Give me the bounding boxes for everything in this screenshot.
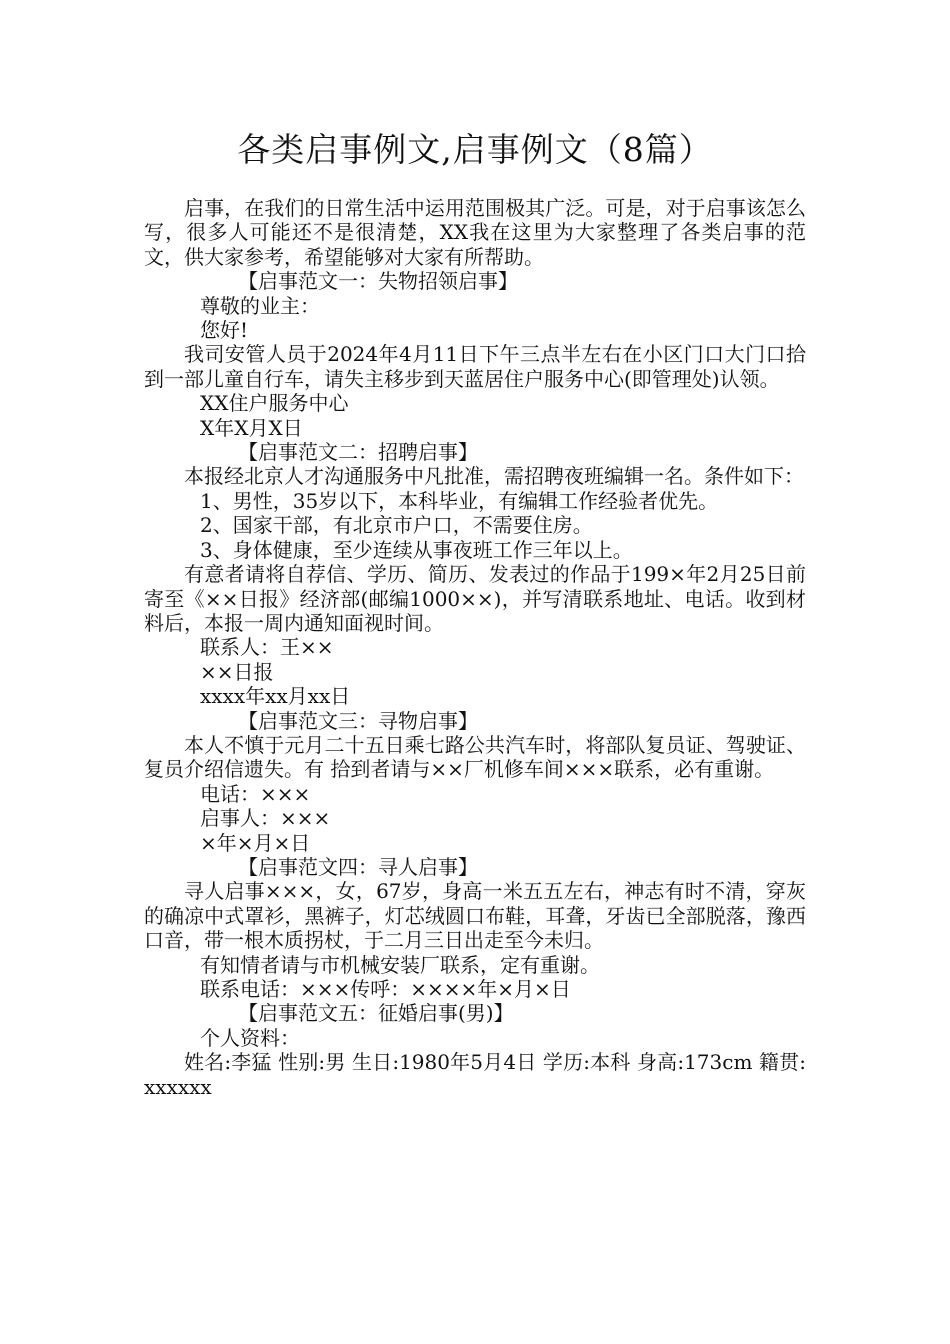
text-line: ××日报: [200, 659, 274, 684]
paragraph: 本人不慎于元月二十五日乘七路公共汽车时，将部队复员证、驾驶证、复员介绍信遗失。有 拾到者请与××厂机修车间×××联系，必有重谢。: [144, 732, 806, 782]
text-line: 联系人：王××: [200, 635, 334, 660]
section-heading: 【启事范文五：征婚启事(男)】: [238, 1001, 514, 1026]
paragraph: 本报经北京人才沟通服务中凡批准，需招聘夜班编辑一名。条件如下：: [184, 464, 804, 489]
text-line: XX住户服务中心: [200, 391, 349, 416]
document-body: [144, 196, 806, 1099]
text-line: 启事人：×××: [200, 806, 331, 831]
text-line: X年X月X日: [200, 415, 303, 440]
paragraph: 有意者请将自荐信、学历、简历、发表过的作品于199×年2月25日前寄至《××日报》经济部(邮编1000××)，并写清联系地址、电话。收到材料后，本报一周内通知面视时间。: [144, 562, 806, 635]
text-line: 电话：×××: [200, 781, 311, 806]
text-line: 有知情者请与市机械安装厂联系，定有重谢。: [200, 952, 600, 977]
paragraph: 我司安管人员于2024年4月11日下午三点半左右在小区门口大门口拾到一部儿童自行车，请失主移步到天蓝居住户服务中心(即管理处)认领。: [144, 342, 806, 391]
text-line: 联系电话：×××传呼：××××年×月×日: [200, 977, 571, 1001]
section-heading: 【启事范文一：失物招领启事】: [238, 269, 518, 294]
text-line: 尊敬的业主：: [200, 293, 320, 318]
text-line: ×年×月×日: [200, 830, 311, 855]
text-line: 1、男性，35岁以下，本科毕业，有编辑工作经验者优先。: [200, 488, 719, 513]
text-line: 您好!: [200, 318, 249, 343]
text-line: 3、身体健康，至少连续从事夜班工作三年以上。: [200, 537, 633, 562]
paragraph: 寻人启事×××，女，67岁，身高一米五五左右，神志有时不清，穿灰的确凉中式罩衫，黑裤子，灯芯绒圆口布鞋，耳聋，牙齿已全部脱落，豫西口音，带一根木质拐杖，于二月三日出走至今未归。: [144, 879, 806, 953]
section-heading: 【启事范文四：寻人启事】: [238, 854, 478, 879]
section-heading: 【启事范文二：招聘启事】: [238, 440, 478, 465]
section-heading: 【启事范文三：寻物启事】: [238, 708, 478, 733]
paragraph: 姓名:李猛 性别:男 生日:1980年5月4日 学历:本科 身高:173cm 籍贯:xxxxxx: [144, 1050, 806, 1099]
text-line: 个人资料：: [200, 1025, 300, 1050]
document-title: 各类启事例文,启事例文（8篇）: [237, 130, 713, 169]
paragraph: 启事，在我们的日常生活中运用范围极其广泛。可是，对于启事该怎么写，很多人可能还不是很清楚，XX我在这里为大家整理了各类启事的范文，供大家参考，希望能够对大家有所帮助。: [144, 196, 806, 269]
text-line: 2、国家干部，有北京市户口，不需要住房。: [200, 513, 593, 538]
text-line: xxxx年xx月xx日: [200, 684, 351, 709]
